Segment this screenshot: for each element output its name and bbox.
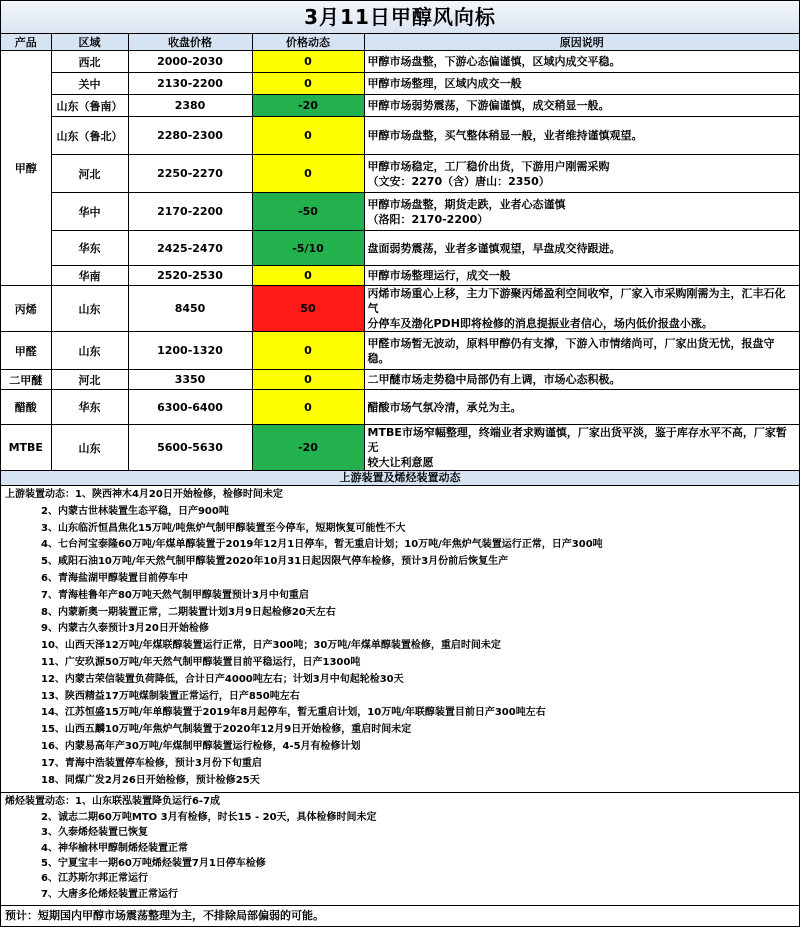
table-row	[1, 266, 799, 286]
reason-line: 甲醇市场盘整，期货走跌，业者心态谨慎	[367, 197, 566, 211]
price-cell: 2000-2030	[128, 51, 252, 73]
status-line: 15、山西五麟10万吨/年焦炉气制装置于2020年12月9日开始检修，重启时间未定	[41, 724, 412, 736]
status-line: 3、久泰烯烃装置已恢复	[41, 827, 148, 839]
reason-line: 盘面弱势震荡，业者多谨慎观望，早盘成交待跟进。	[367, 241, 621, 255]
status-line: 9、内蒙古久泰预计3月20日开始检修	[41, 623, 209, 635]
price-cell: 2130-2200	[128, 73, 252, 95]
price-change-cell: -50	[252, 193, 364, 231]
status-line: 16、内蒙易高年产30万吨/年煤制甲醇装置运行检修，4-5月有检修计划	[41, 740, 361, 752]
reason-line: 甲醛市场暂无波动，原料甲醇仍有支撑，下游入市情绪尚可，厂家出货无忧，报盘守稳。	[367, 336, 775, 365]
status-line: 18、同煤广发2月26日开始检修，预计检修25天	[41, 774, 260, 786]
status-line: 4、神华榆林甲醇制烯烃装置正常	[41, 842, 188, 854]
column-header: 产品	[1, 34, 51, 51]
reason-cell	[364, 390, 799, 425]
reason-line: 醋酸市场气氛冷清，承兑为主。	[367, 400, 522, 414]
table-row	[1, 370, 799, 390]
price-cell: 8450	[128, 286, 252, 332]
region-cell: 山东（鲁北）	[51, 117, 128, 155]
status-line: 5、宁夏宝丰一期60万吨烯烃装置7月1日停车检修	[41, 857, 266, 869]
product-cell: MTBE	[1, 425, 51, 471]
region-cell: 山东（鲁南）	[51, 95, 128, 117]
region-cell: 西北	[51, 51, 128, 73]
price-cell: 2425-2470	[128, 231, 252, 266]
price-cell: 2170-2200	[128, 193, 252, 231]
reason-cell	[364, 286, 799, 332]
product-cell: 甲醛	[1, 332, 51, 370]
upstream-status-list	[1, 486, 799, 793]
price-change-cell: 0	[252, 117, 364, 155]
price-change-cell: 0	[252, 332, 364, 370]
status-line: 11、广安玖源50万吨/年天然气制甲醇装置目前平稳运行，日产1300吨	[41, 656, 361, 668]
reason-line: 甲醇市场弱势震荡，下游偏谨慎，成交稍显一般。	[367, 99, 610, 112]
reason-cell	[364, 425, 799, 471]
status-line: 7、青海桂鲁年产80万吨天然气制甲醇装置预计3月中旬重启	[41, 589, 309, 601]
olefin-status-list	[1, 793, 799, 906]
status-line: 8、内蒙新奥一期装置正常，二期装置计划3月9日起检修20天左右	[41, 606, 336, 618]
price-cell: 2280-2300	[128, 117, 252, 155]
status-line: 14、江苏恒盛15万吨/年单醇装置于2019年8月起停车，暂无重启计划，10万吨/年联醇装置目前日产300吨左右	[41, 707, 546, 719]
reason-cell	[364, 266, 799, 286]
reason-cell	[364, 51, 799, 73]
table-row	[1, 425, 799, 471]
price-cell: 6300-6400	[128, 390, 252, 425]
status-line: 4、七台河宝泰隆60万吨/年煤单醇装置于2019年12月1日停车，暂无重启计划；10万吨/年焦炉气装置运行正常，日产300吨	[41, 539, 603, 551]
price-cell: 2380	[128, 95, 252, 117]
reason-line: 丙烯市场重心上移，主力下游聚丙烯盈利空间收窄，厂家入市采购刚需为主，汇丰石化气	[367, 287, 786, 315]
reason-line: 甲醇市场稳定，工厂稳价出货，下游用户刚需采购	[367, 159, 610, 173]
region-cell: 关中	[51, 73, 128, 95]
reason-line: 甲醇市场盘整，下游心态偏谨慎，区域内成交平稳。	[367, 55, 621, 68]
price-change-cell: 50	[252, 286, 364, 332]
region-cell: 山东	[51, 425, 128, 471]
price-change-cell: 0	[252, 51, 364, 73]
reason-cell	[364, 73, 799, 95]
table-row	[1, 193, 799, 231]
page-title: 3月11日甲醇风向标	[1, 1, 799, 34]
reason-line: MTBE市场窄幅整理，终端业者求购谨慎，厂家出货平淡，鉴于库存水平不高，厂家暂无	[367, 426, 787, 454]
reason-cell	[364, 193, 799, 231]
status-line: 2、诚志二期60万吨MTO 3月有检修，时长15 - 20天，具体检修时间未定	[41, 811, 377, 823]
price-cell: 5600-5630	[128, 425, 252, 471]
price-change-cell: 0	[252, 73, 364, 95]
table-row	[1, 51, 799, 73]
reason-line: 二甲醚市场走势稳中局部仍有上调，市场心态积极。	[367, 373, 621, 386]
status-line: 6、江苏斯尔邦正常运行	[41, 873, 148, 885]
table-row	[1, 231, 799, 266]
region-cell: 河北	[51, 370, 128, 390]
price-change-cell: -20	[252, 425, 364, 471]
column-header: 原因说明	[364, 34, 799, 51]
price-table	[1, 34, 799, 471]
reason-cell	[364, 332, 799, 370]
reason-line: 甲醇市场盘整，买气整体稍显一般，业者维持谨慎观望。	[367, 129, 643, 142]
price-change-cell: 0	[252, 266, 364, 286]
reason-cell	[364, 117, 799, 155]
region-cell: 华中	[51, 193, 128, 231]
reason-line: 较大让利意愿	[367, 456, 434, 469]
price-change-cell: -20	[252, 95, 364, 117]
section-title: 上游装置及烯烃装置动态	[1, 471, 799, 486]
status-line: 17、青海中浩装置停车检修，预计3月份下旬重启	[41, 757, 262, 769]
price-cell: 3350	[128, 370, 252, 390]
price-change-cell: -5/10	[252, 231, 364, 266]
reason-line: 甲醇市场整理运行，成交一般	[367, 269, 511, 282]
status-line: 3、山东临沂恒昌焦化15万吨/吨焦炉气制甲醇装置至今停车，短期恢复可能性不大	[41, 522, 406, 534]
product-cell: 二甲醚	[1, 370, 51, 390]
forecast-text: 预计：短期国内甲醇市场震荡整理为主，不排除局部偏弱的可能。	[5, 909, 324, 923]
status-line: 6、青海盐湖甲醇装置目前停车中	[41, 572, 188, 584]
reason-cell	[364, 231, 799, 266]
price-cell: 2250-2270	[128, 155, 252, 193]
price-change-cell: 0	[252, 155, 364, 193]
reason-cell	[364, 155, 799, 193]
region-cell: 河北	[51, 155, 128, 193]
price-change-cell: 0	[252, 370, 364, 390]
status-line: 7、大唐多伦烯烃装置正常运行	[41, 888, 178, 900]
table-row	[1, 286, 799, 332]
reason-cell	[364, 95, 799, 117]
table-row	[1, 390, 799, 425]
reason-line: 甲醇市场整理，区域内成交一般	[367, 77, 522, 90]
price-cell: 2520-2530	[128, 266, 252, 286]
price-cell: 1200-1320	[128, 332, 252, 370]
table-row	[1, 332, 799, 370]
region-cell: 山东	[51, 332, 128, 370]
status-line: 烯烃装置动态：1、山东联泓装置降负运行6-7成	[5, 796, 221, 808]
product-cell: 丙烯	[1, 286, 51, 332]
column-header: 价格动态	[252, 34, 364, 51]
price-change-cell: 0	[252, 390, 364, 425]
region-cell: 华南	[51, 266, 128, 286]
region-cell: 华东	[51, 231, 128, 266]
status-line: 2、内蒙古世林装置生态平稳，日产900吨	[41, 505, 229, 517]
table-row	[1, 117, 799, 155]
reason-cell	[364, 370, 799, 390]
status-line: 上游装置动态：1、陕西神木4月20日开始检修，检修时间未定	[5, 489, 283, 500]
table-row	[1, 95, 799, 117]
product-cell: 醋酸	[1, 390, 51, 425]
product-cell: 甲醇	[1, 51, 51, 286]
table-header-row	[1, 34, 799, 51]
table-row	[1, 73, 799, 95]
status-line: 13、陕西精益17万吨煤制装置正常运行，日产850吨左右	[41, 690, 300, 702]
status-line: 10、山西天泽12万吨/年煤联醇装置运行正常，日产300吨；30万吨/年煤单醇装置检修，重启时间未定	[41, 640, 501, 652]
reason-line: （洛阳：2170-2200）	[367, 212, 489, 226]
table-row	[1, 155, 799, 193]
column-header: 区域	[51, 34, 128, 51]
status-line: 12、内蒙古荣信装置负荷降低，合计日产4000吨左右；计划3月中旬起轮检30天	[41, 673, 404, 685]
status-line: 5、咸阳石油10万吨/年天然气制甲醇装置2020年10月31日起因限气停车检修，预计3月份前后恢复生产	[41, 556, 509, 568]
region-cell: 华东	[51, 390, 128, 425]
column-header: 收盘价格	[128, 34, 252, 51]
region-cell: 山东	[51, 286, 128, 332]
reason-line: （文安：2270（含）唐山：2350）	[367, 174, 550, 188]
reason-line: 分停车及渤化PDH即将检修的消息提振业者信心，场内低价报盘小涨。	[367, 317, 713, 330]
